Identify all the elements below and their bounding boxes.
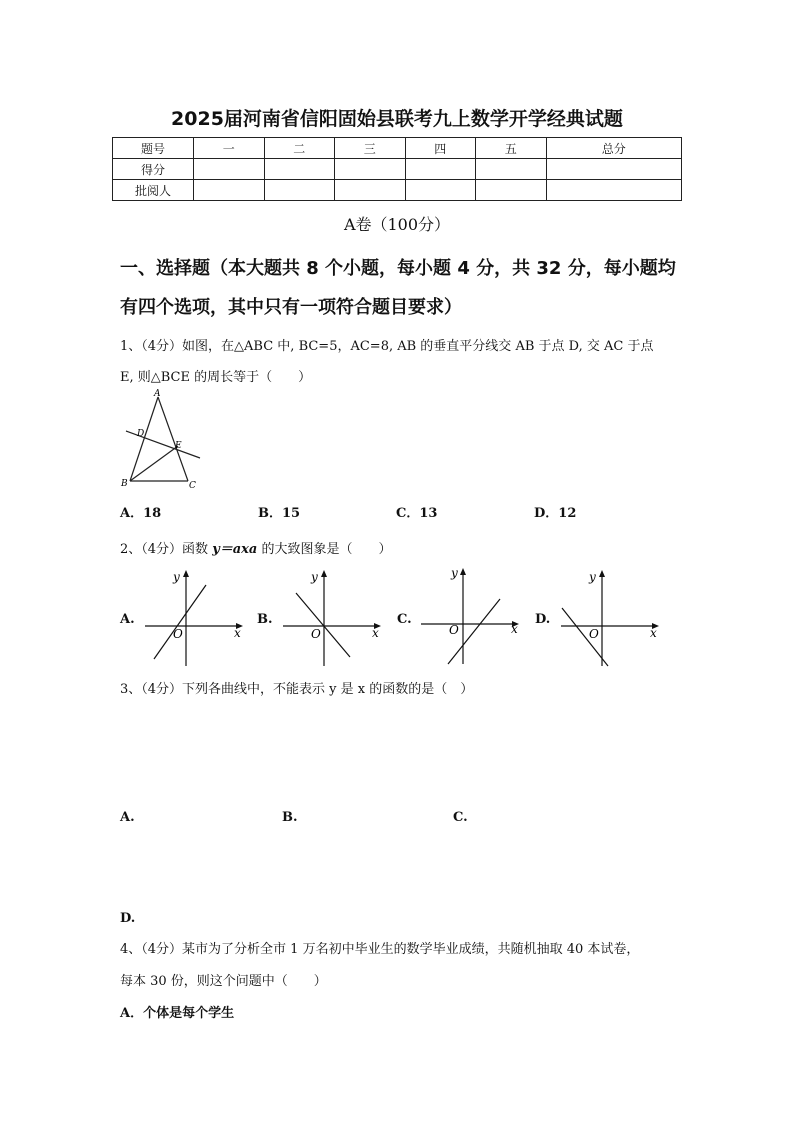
question-4-text-2: 每本 30 份，则这个问题中（ ） bbox=[120, 974, 327, 989]
section-heading-line2: 有四个选项，其中只有一项符合题目要求） bbox=[120, 297, 462, 318]
score-table-cell[interactable] bbox=[335, 180, 406, 201]
score-table-cell: 题号 bbox=[113, 138, 194, 159]
score-table-cell[interactable] bbox=[405, 159, 476, 180]
section-heading-line1: 一、选择题（本大题共 8 个小题，每小题 4 分，共 32 分，每小题均 bbox=[120, 258, 676, 279]
question-3-text: 3、（4分）下列各曲线中，不能表示 y 是 x 的函数的是（ ） bbox=[120, 682, 474, 697]
score-table-cell: 三 bbox=[335, 138, 406, 159]
graph-option-b[interactable] bbox=[278, 563, 388, 669]
q1-option-d[interactable]: D．12 bbox=[534, 506, 577, 521]
score-table-cell[interactable] bbox=[405, 180, 476, 201]
q2-option-b[interactable]: B. bbox=[257, 612, 273, 627]
paper-section-label: A卷（100分） bbox=[343, 215, 451, 234]
x-axis-label: x bbox=[511, 622, 518, 636]
origin-label: O bbox=[311, 627, 321, 641]
y-axis-label: y bbox=[451, 566, 458, 580]
origin-label: O bbox=[173, 627, 183, 641]
score-table-cell: 二 bbox=[264, 138, 335, 159]
graph-option-d[interactable] bbox=[556, 563, 666, 669]
score-table-cell: 总分 bbox=[546, 138, 682, 159]
origin-label: O bbox=[449, 623, 459, 637]
q3-option-a[interactable]: A. bbox=[120, 810, 135, 825]
q1-option-b[interactable]: B．15 bbox=[258, 506, 301, 521]
score-table-cell: 四 bbox=[405, 138, 476, 159]
score-table-cell[interactable] bbox=[335, 159, 406, 180]
score-table-row bbox=[113, 180, 682, 201]
vertex-label: C bbox=[189, 481, 196, 491]
x-axis-label: x bbox=[372, 626, 379, 640]
point-label: E bbox=[175, 441, 182, 451]
y-axis-label: y bbox=[173, 570, 180, 584]
q1-option-c[interactable]: C．13 bbox=[396, 506, 438, 521]
question-1-text: 1、（4分）如图，在△ABC 中, BC=5，AC=8, AB 的垂直平分线交 AB 于点 D, 交 AC 于点 bbox=[120, 339, 654, 354]
question-1-text-2: E, 则△BCE 的周长等于（ ） bbox=[120, 370, 312, 385]
q3-option-d[interactable]: D. bbox=[120, 911, 136, 926]
vertex-label: A bbox=[154, 389, 161, 399]
q3-option-c[interactable]: C. bbox=[453, 810, 468, 825]
graph-option-a[interactable] bbox=[140, 563, 250, 669]
q3-option-b[interactable]: B. bbox=[282, 810, 298, 825]
score-table-cell[interactable] bbox=[194, 180, 265, 201]
question-2-suffix: 的大致图象是（ ） bbox=[261, 542, 392, 557]
point-label: D bbox=[137, 429, 145, 439]
score-table-cell[interactable] bbox=[194, 159, 265, 180]
question-2-text bbox=[120, 538, 680, 557]
score-table bbox=[112, 137, 682, 201]
score-table-header-row bbox=[113, 138, 682, 159]
question-2-prefix: 2、（4分）函数 bbox=[120, 542, 209, 557]
triangle-figure bbox=[118, 386, 208, 494]
x-axis-label: x bbox=[234, 626, 241, 640]
q2-option-a[interactable]: A. bbox=[120, 612, 135, 627]
score-table-cell[interactable] bbox=[264, 159, 335, 180]
score-table-cell[interactable] bbox=[264, 180, 335, 201]
question-2-formula: y＝axa bbox=[212, 542, 258, 557]
q2-option-d[interactable]: D. bbox=[535, 612, 551, 627]
score-table-cell[interactable] bbox=[476, 180, 547, 201]
score-table-row bbox=[113, 159, 682, 180]
exam-title: 2025届河南省信阳固始县联考九上数学开学经典试题 bbox=[171, 108, 623, 130]
score-table-cell: 得分 bbox=[113, 159, 194, 180]
score-table-cell: 批阅人 bbox=[113, 180, 194, 201]
score-table-cell[interactable] bbox=[476, 159, 547, 180]
score-table-cell[interactable] bbox=[546, 180, 682, 201]
origin-label: O bbox=[589, 627, 599, 641]
question-4-text: 4、（4分）某市为了分析全市 1 万名初中毕业生的数学毕业成绩，共随机抽取 40 本试卷， bbox=[120, 942, 640, 957]
q1-option-a[interactable]: A．18 bbox=[120, 506, 162, 521]
y-axis-label: y bbox=[589, 570, 596, 584]
score-table-cell[interactable] bbox=[546, 159, 682, 180]
q4-option-a[interactable]: A．个体是每个学生 bbox=[120, 1006, 235, 1021]
q2-option-c[interactable]: C. bbox=[397, 612, 412, 627]
graph-option-c[interactable] bbox=[418, 561, 528, 667]
x-axis-label: x bbox=[650, 626, 657, 640]
y-axis-label: y bbox=[311, 570, 318, 584]
score-table-cell: 一 bbox=[194, 138, 265, 159]
score-table-cell: 五 bbox=[476, 138, 547, 159]
vertex-label: B bbox=[121, 479, 128, 489]
